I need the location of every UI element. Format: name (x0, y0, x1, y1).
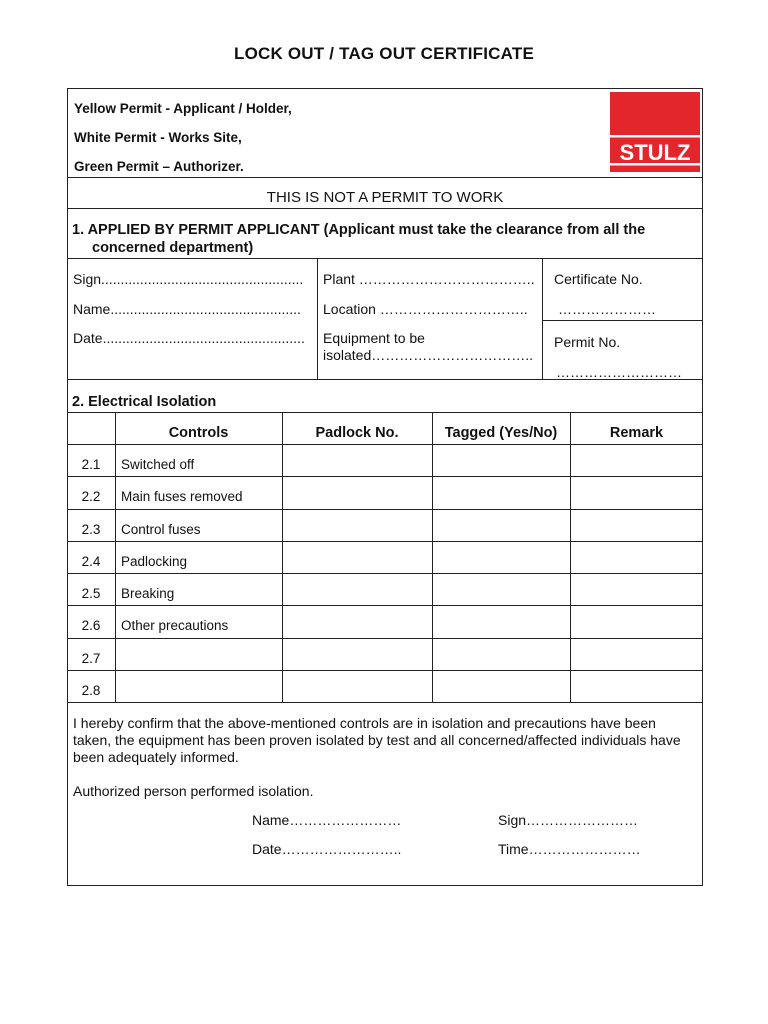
authorized-date-field[interactable]: Date…………………….. (252, 841, 402, 857)
table-rule (67, 605, 703, 606)
permit-label: Permit No. (554, 334, 621, 350)
column-header-padlock: Padlock No. (315, 425, 399, 441)
equipment-label: Equipment to be (323, 330, 425, 346)
copy-yellow: Yellow Permit - Applicant / Holder, (74, 101, 292, 116)
divider (67, 258, 703, 259)
row-number: 2.4 (81, 554, 101, 569)
row-label: Main fuses removed (121, 489, 243, 504)
row-number: 2.8 (81, 683, 101, 698)
table-rule (432, 412, 433, 702)
certificate-label: Certificate No. (554, 271, 643, 287)
table-rule (570, 412, 571, 702)
column-header-remark: Remark (609, 425, 664, 441)
divider (67, 208, 703, 209)
authorized-name-field[interactable]: Name…………………… (252, 812, 402, 828)
copy-white: White Permit - Works Site, (74, 130, 242, 145)
divider (317, 258, 318, 379)
date-field[interactable]: Date.................................................... (73, 330, 305, 346)
table-rule (67, 509, 703, 510)
permit-notice: THIS IS NOT A PERMIT TO WORK (266, 189, 504, 206)
certificate-field[interactable]: ………………… (558, 301, 656, 317)
sign-field[interactable]: Sign.................................................... (73, 271, 304, 287)
permit-field[interactable]: ……………………… (556, 364, 682, 380)
column-header-tagged: Tagged (Yes/No) (444, 425, 558, 441)
divider (67, 412, 703, 413)
table-rule (67, 444, 703, 445)
logo-stripe-top (610, 135, 700, 138)
row-number: 2.7 (81, 651, 101, 666)
row-number: 2.5 (81, 586, 101, 601)
confirmation-text: I hereby confirm that the above-mentioned controls are in isolation and precautions have been (73, 715, 656, 731)
plant-field[interactable]: Plant ……………………………….. (323, 271, 535, 287)
row-label: Switched off (121, 457, 195, 472)
confirmation-text: been adequately informed. (73, 749, 239, 765)
copy-green: Green Permit – Authorizer. (74, 159, 244, 174)
row-label: Padlocking (121, 554, 188, 569)
table-rule (67, 670, 703, 671)
table-rule (67, 702, 703, 703)
column-header-controls: Controls (168, 425, 229, 441)
confirmation-text: taken, the equipment has been proven isolated by test and all concerned/affected individuals have (73, 732, 681, 748)
row-label: Breaking (121, 586, 175, 601)
authorized-time-field[interactable]: Time…………………… (498, 841, 641, 857)
row-number: 2.3 (81, 522, 101, 537)
row-number: 2.6 (81, 618, 101, 633)
authorized-statement: Authorized person performed isolation. (73, 783, 314, 799)
row-label: Other precautions (121, 618, 229, 633)
table-rule (67, 638, 703, 639)
logo-text: STULZ (619, 140, 691, 165)
divider (542, 320, 703, 321)
section1-heading: 1. APPLIED BY PERMIT APPLICANT (Applicant must take the clearance from all the (72, 222, 646, 238)
table-rule (282, 412, 283, 702)
section1-heading-cont: concerned department) (92, 240, 254, 256)
divider (67, 177, 703, 178)
table-rule (67, 573, 703, 574)
table-rule (115, 412, 116, 702)
row-number: 2.1 (81, 457, 101, 472)
name-field[interactable]: Name................................................. (73, 301, 301, 317)
table-rule (67, 541, 703, 542)
row-number: 2.2 (81, 489, 101, 504)
equipment-field[interactable]: isolated…………………………….. (323, 347, 534, 363)
document-title: LOCK OUT / TAG OUT CERTIFICATE (233, 44, 534, 63)
stulz-logo (610, 92, 700, 172)
authorized-sign-field[interactable]: Sign…………………… (498, 812, 639, 828)
divider (542, 258, 543, 379)
row-label: Control fuses (121, 522, 201, 537)
location-field[interactable]: Location ………………………….. (323, 301, 528, 317)
table-rule (67, 476, 703, 477)
section2-heading: 2. Electrical Isolation (72, 394, 217, 410)
